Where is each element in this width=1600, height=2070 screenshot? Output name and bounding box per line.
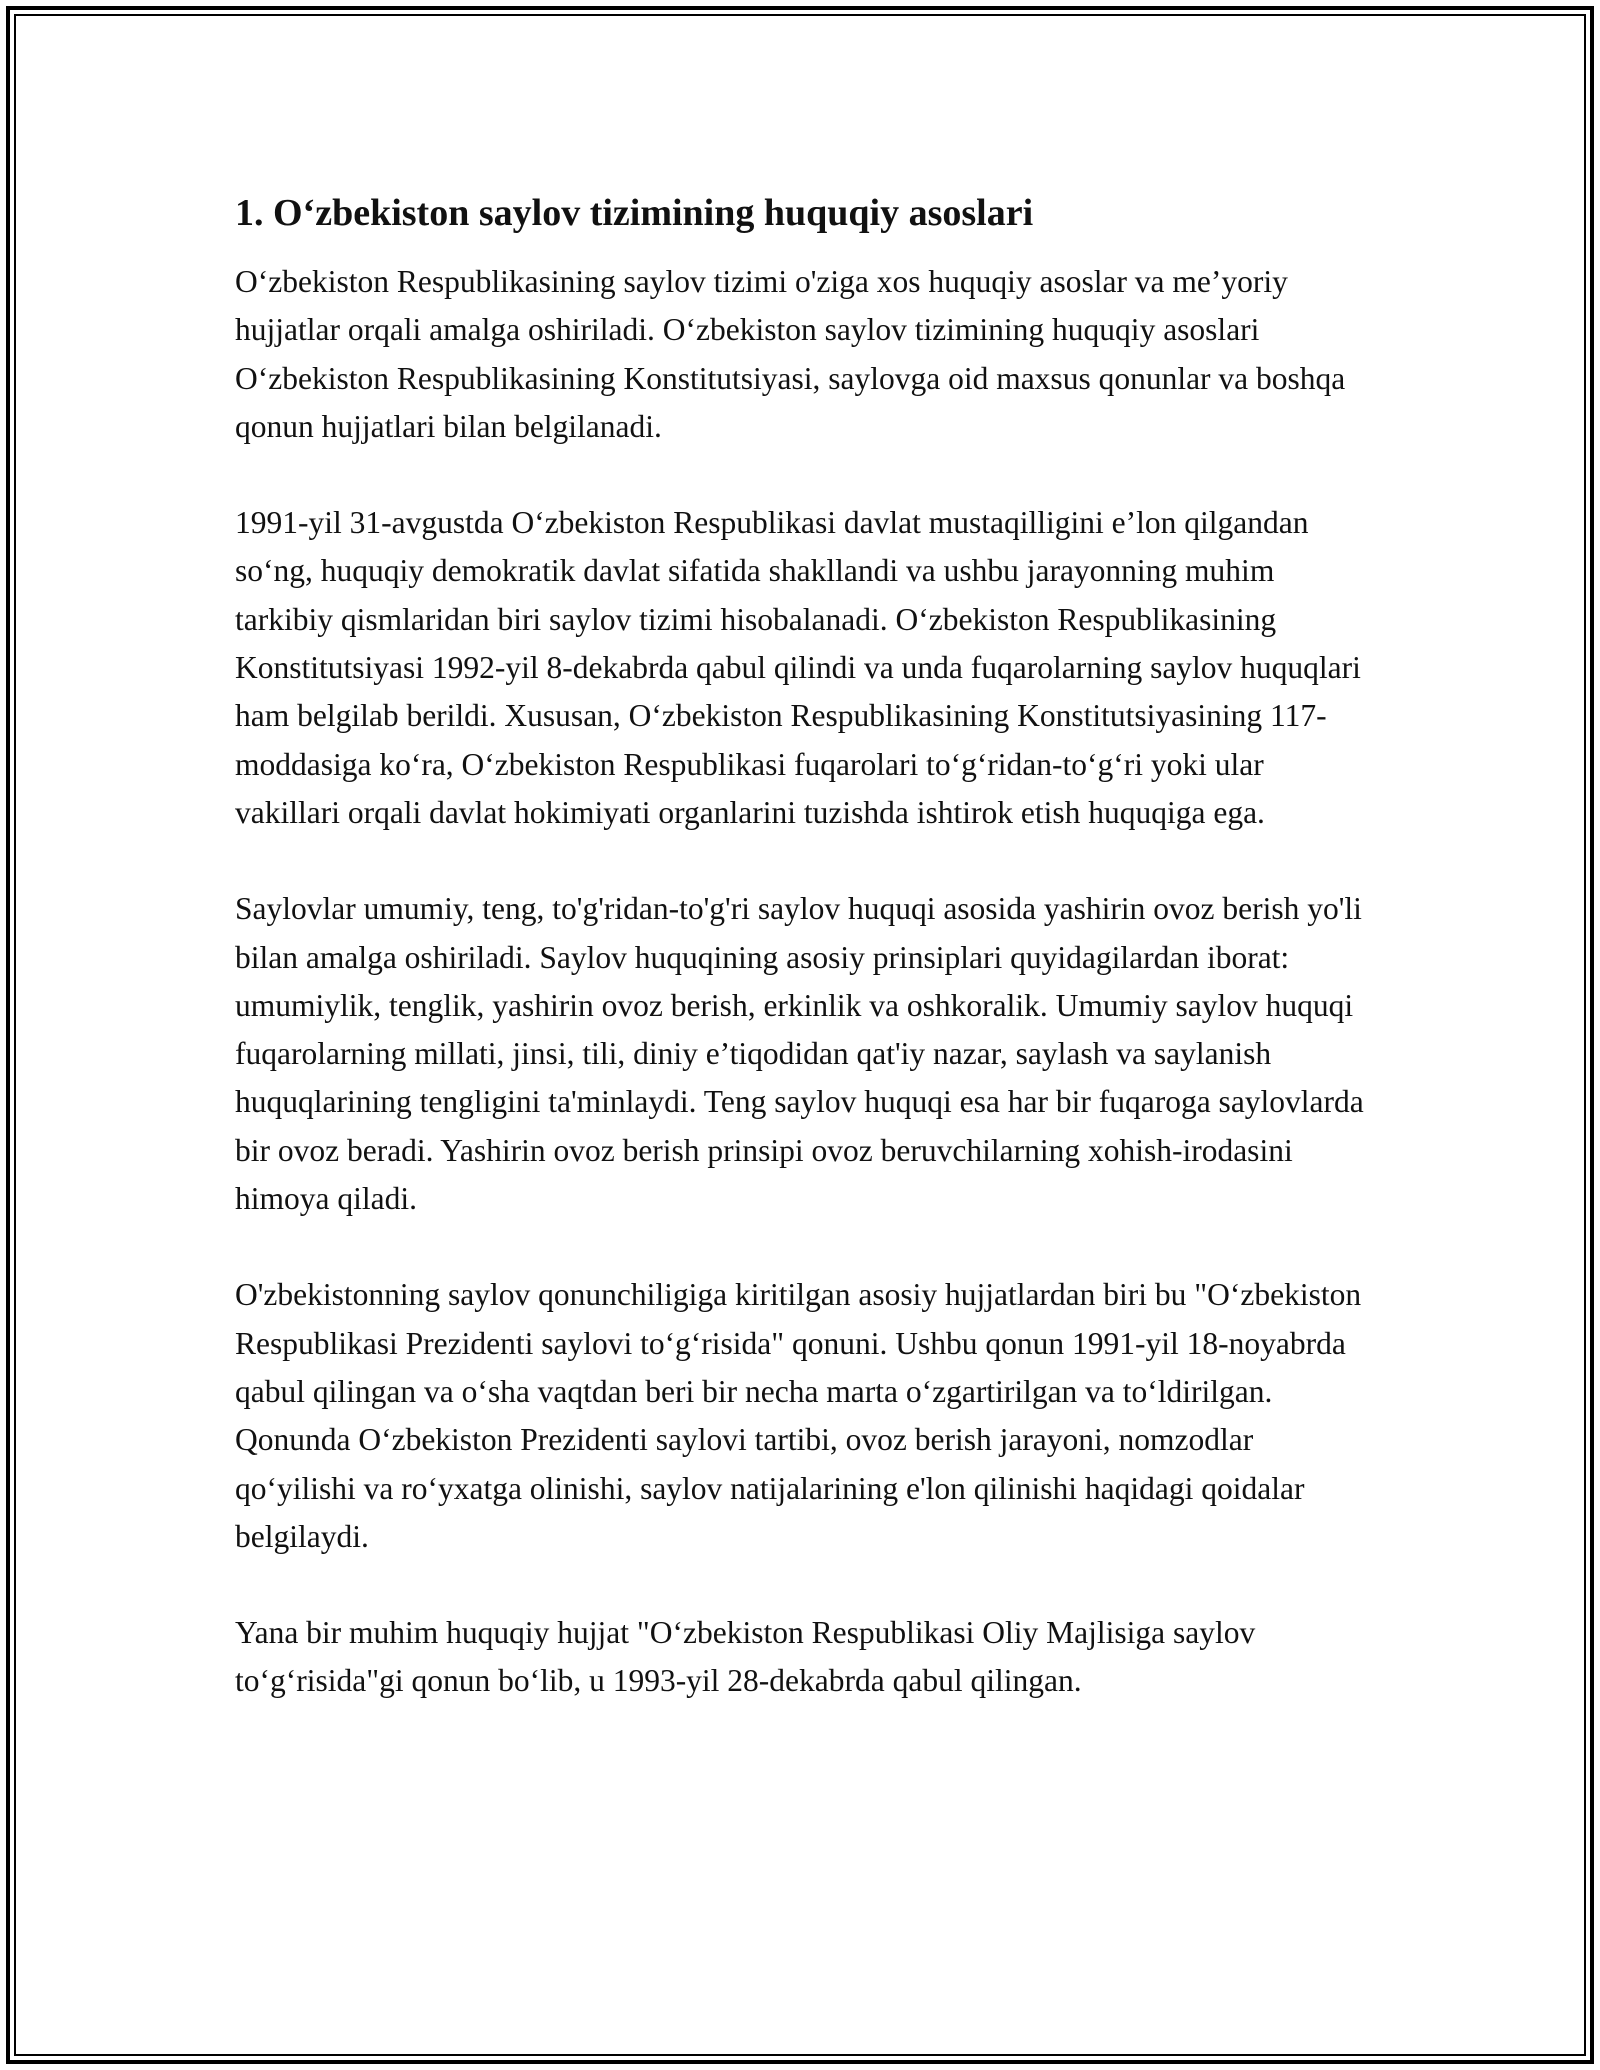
paragraph-independence-constitution: 1991-yil 31-avgustda O‘zbekiston Respublikasi davlat mustaqilligini e’lon qilgandan so‘ng, huquqiy demokratik davlat sifatida shakllandi va ushbu jarayonning muhim tarkibiy qismlaridan biri saylov tizimi hisobalanadi. O‘zbekiston Respublikasining Konstitutsiyasi 1992-yil 8-dekabrda qabul qilindi va unda fuqarolarning saylov huquqlari ham belgilab berildi. Xususan, O‘zbekiston Respublikasining Konstitutsiyasining 117-moddasiga ko‘ra, O‘zbekiston Respublikasi fuqarolari to‘g‘ridan-to‘g‘ri yoki ular vakillari orqali davlat hokimiyati organlarini tuzishda ishtirok etish huquqiga ega. <box>235 505 1361 830</box>
paragraph-electoral-principles: Saylovlar umumiy, teng, to'g'ridan-to'g'ri saylov huquqi asosida yashirin ovoz berish yo'li bilan amalga oshiriladi. Saylov huquqining asosiy prinsiplari quyidagilardan iborat: umumiylik, tenglik, yashirin ovoz berish, erkinlik va oshkoralik. Umumiy saylov huquqi fuqarolarning millati, jinsi, tili, diniy e’tiqodidan qat'iy nazar, saylash va saylanish huquqlarining tengligini ta'minlaydi. Teng saylov huquqi esa har bir fuqaroga saylovlarda bir ovoz beradi. Yashirin ovoz berish prinsipi ovoz beruvchilarning xohish-irodasini himoya qiladi. <box>235 891 1364 1217</box>
paragraph-oliy-majlis-election-law: Yana bir muhim huquqiy hujjat "O‘zbekiston Respublikasi Oliy Majlisiga saylov to‘g‘risida"gi qonun bo‘lib, u 1993-yil 28-dekabrda qabul qilingan. <box>235 1615 1256 1699</box>
document-body <box>235 188 1370 1706</box>
paragraph-legal-basis: O‘zbekiston Respublikasining saylov tizimi o'ziga xos huquqiy asoslar va me’yoriy hujjatlar orqali amalga oshiriladi. O‘zbekiston saylov tizimining huquqiy asoslari O‘zbekiston Respublikasining Konstitutsiyasi, saylovga oid maxsus qonunlar va boshqa qonun hujjatlari bilan belgilanadi. <box>235 264 1346 444</box>
section-heading: 1. O‘zbekiston saylov tizimining huquqiy asoslari <box>235 192 1034 234</box>
paragraph-presidential-election-law: O'zbekistonning saylov qonunchiligiga kiritilgan asosiy hujjatlardan biri bu "O‘zbekiston Respublikasi Prezidenti saylovi to‘g‘risida" qonuni. Ushbu qonun 1991-yil 18-noyabrda qabul qilingan va o‘sha vaqtdan beri bir necha marta o‘zgartirilgan va to‘ldirilgan. Qonunda O‘zbekiston Prezidenti saylovi tartibi, ovoz berish jarayoni, nomzodlar qo‘yilishi va ro‘yxatga olinishi, saylov natijalarining e'lon qilinishi haqidagi qoidalar belgilaydi. <box>235 1277 1362 1554</box>
